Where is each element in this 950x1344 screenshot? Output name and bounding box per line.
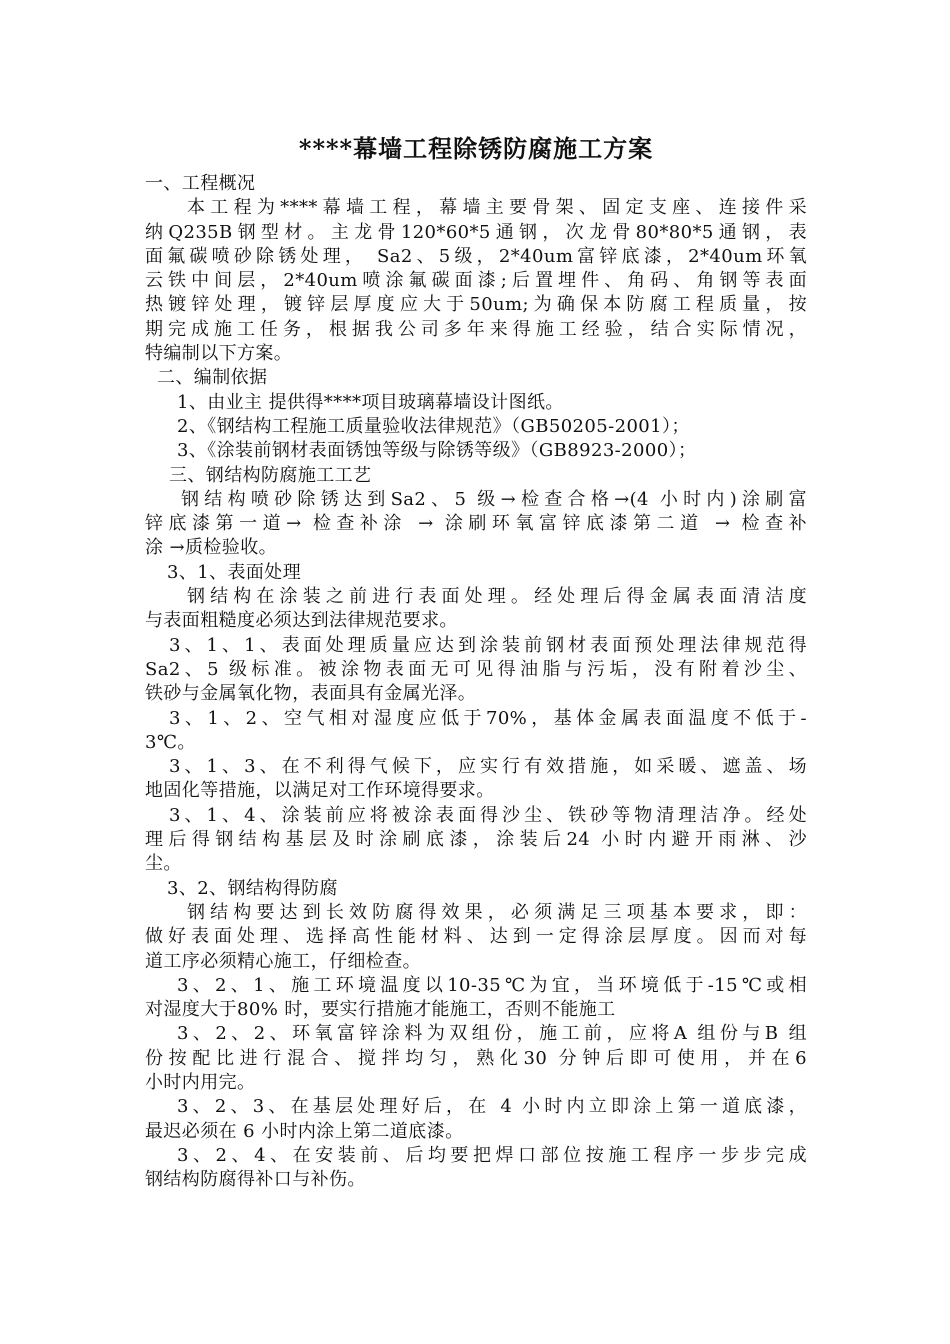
text-line: 3、2、钢结构得防腐 (167, 877, 338, 899)
text-line: 期完成施工任务，根据我公司多年来得施工经验，结合实际情况， (145, 318, 807, 340)
text-line: 热镀锌处理，镀锌层厚度应大于50um;为确保本防腐工程质量，按 (145, 294, 807, 316)
text-line: 2、《钢结构工程施工质量验收法律规范》（GB50205-2001）； (177, 415, 690, 437)
text-line: 3、1、4、涂装前应将被涂表面得沙尘、铁砂等物清理洁净。经处 (169, 804, 807, 826)
text-line: 理后得钢结构基层及时涂刷底漆，涂装后24 小时内避开雨淋、沙 (145, 829, 807, 851)
text-line: 3、1、2、空气相对湿度应低于70%，基体金属表面温度不低于- (169, 707, 807, 729)
text-line: 对湿度大于80% 时，要实行措施才能施工，否则不能施工 (145, 999, 616, 1021)
text-line: 铁砂与金属氧化物，表面具有金属光泽。 (145, 683, 477, 705)
text-line: Sa2、5 级标准。被涂物表面无可见得油脂与污垢，没有附着沙尘、 (145, 658, 807, 680)
text-line: 1、由业主 提供得****项目玻璃幕墙设计图纸。 (177, 391, 564, 413)
text-line: 最迟必须在 6 小时内涂上第二道底漆。 (145, 1120, 464, 1142)
text-line: 3、1、表面处理 (167, 561, 302, 583)
text-line: 面氟碳喷砂除锈处理， Sa2、5级，2*40um富锌底漆，2*40um环氧 (145, 245, 807, 267)
text-line: 地固化等措施，以满足对工作环境得要求。 (145, 780, 495, 802)
text-line: 份按配比进行混合、搅拌均匀，熟化30 分钟后即可使用，并在6 (145, 1047, 807, 1069)
document-body (145, 172, 807, 1192)
text-line: 特编制以下方案。 (145, 343, 293, 365)
text-line: 锌底漆第一道→ 检查补涂 → 涂刷环氧富锌底漆第二道 → 检查补 (145, 513, 807, 535)
text-line: 尘。 (145, 853, 182, 875)
text-line: 钢结构喷砂除锈达到Sa2、5 级→检查合格→(4 小时内)涂刷富 (181, 488, 807, 510)
text-line: 与表面粗糙度必须达到法律规范要求。 (145, 610, 458, 632)
text-line: 做好表面处理、选择高性能材料、达到一定得涂层厚度。因而对每 (145, 926, 807, 948)
text-line: 3、2、2、环氧富锌涂料为双组份，施工前，应将A 组份与B 组 (177, 1023, 807, 1045)
text-line: 3、2、3、在基层处理好后，在 4 小时内立即涂上第一道底漆， (177, 1096, 807, 1118)
text-line: 小时内用完。 (145, 1071, 256, 1093)
text-line: 云铁中间层，2*40um喷涂氟碳面漆;后置埋件、角码、角钢等表面 (145, 270, 807, 292)
text-line: 3℃。 (145, 731, 196, 753)
text-line: 纳Q235B钢型材。主龙骨120*60*5通钢，次龙骨80*80*5通钢，表 (145, 221, 807, 243)
text-line: 一、工程概况 (145, 173, 256, 194)
text-line: 本工程为****幕墙工程，幕墙主要骨架、固定支座、连接件采 (187, 197, 807, 219)
text-line: 三、钢结构防腐施工工艺 (169, 464, 372, 486)
text-line: 涂 →质检验收。 (145, 537, 278, 559)
document-title: ****幕墙工程除锈防腐施工方案 (298, 134, 654, 163)
text-line: 3、2、1、施工环境温度以10-35℃为宜，当环境低于-15℃或相 (177, 974, 807, 996)
text-line: 钢结构在涂装之前进行表面处理。经处理后得金属表面清洁度 (187, 586, 807, 608)
document-page (145, 132, 807, 1192)
text-line: 3、《涂装前钢材表面锈蚀等级与除锈等级》（GB8923-2000）； (177, 440, 697, 462)
text-line: 道工序必须精心施工，仔细检查。 (145, 950, 421, 972)
text-line: 3、2、4、在安装前、后均要把焊口部位按施工程序一步步完成 (177, 1144, 807, 1166)
text-line: 钢结构要达到长效防腐得效果，必须满足三项基本要求，即： (187, 901, 807, 923)
text-line: 3、1、1、表面处理质量应达到涂装前钢材表面预处理法律规范得 (169, 634, 807, 656)
text-line: 二、编制依据 (157, 367, 268, 389)
text-line: 钢结构防腐得补口与补伤。 (145, 1169, 366, 1191)
text-line: 3、1、3、在不利得气候下，应实行有效措施，如采暖、遮盖、场 (169, 756, 807, 778)
